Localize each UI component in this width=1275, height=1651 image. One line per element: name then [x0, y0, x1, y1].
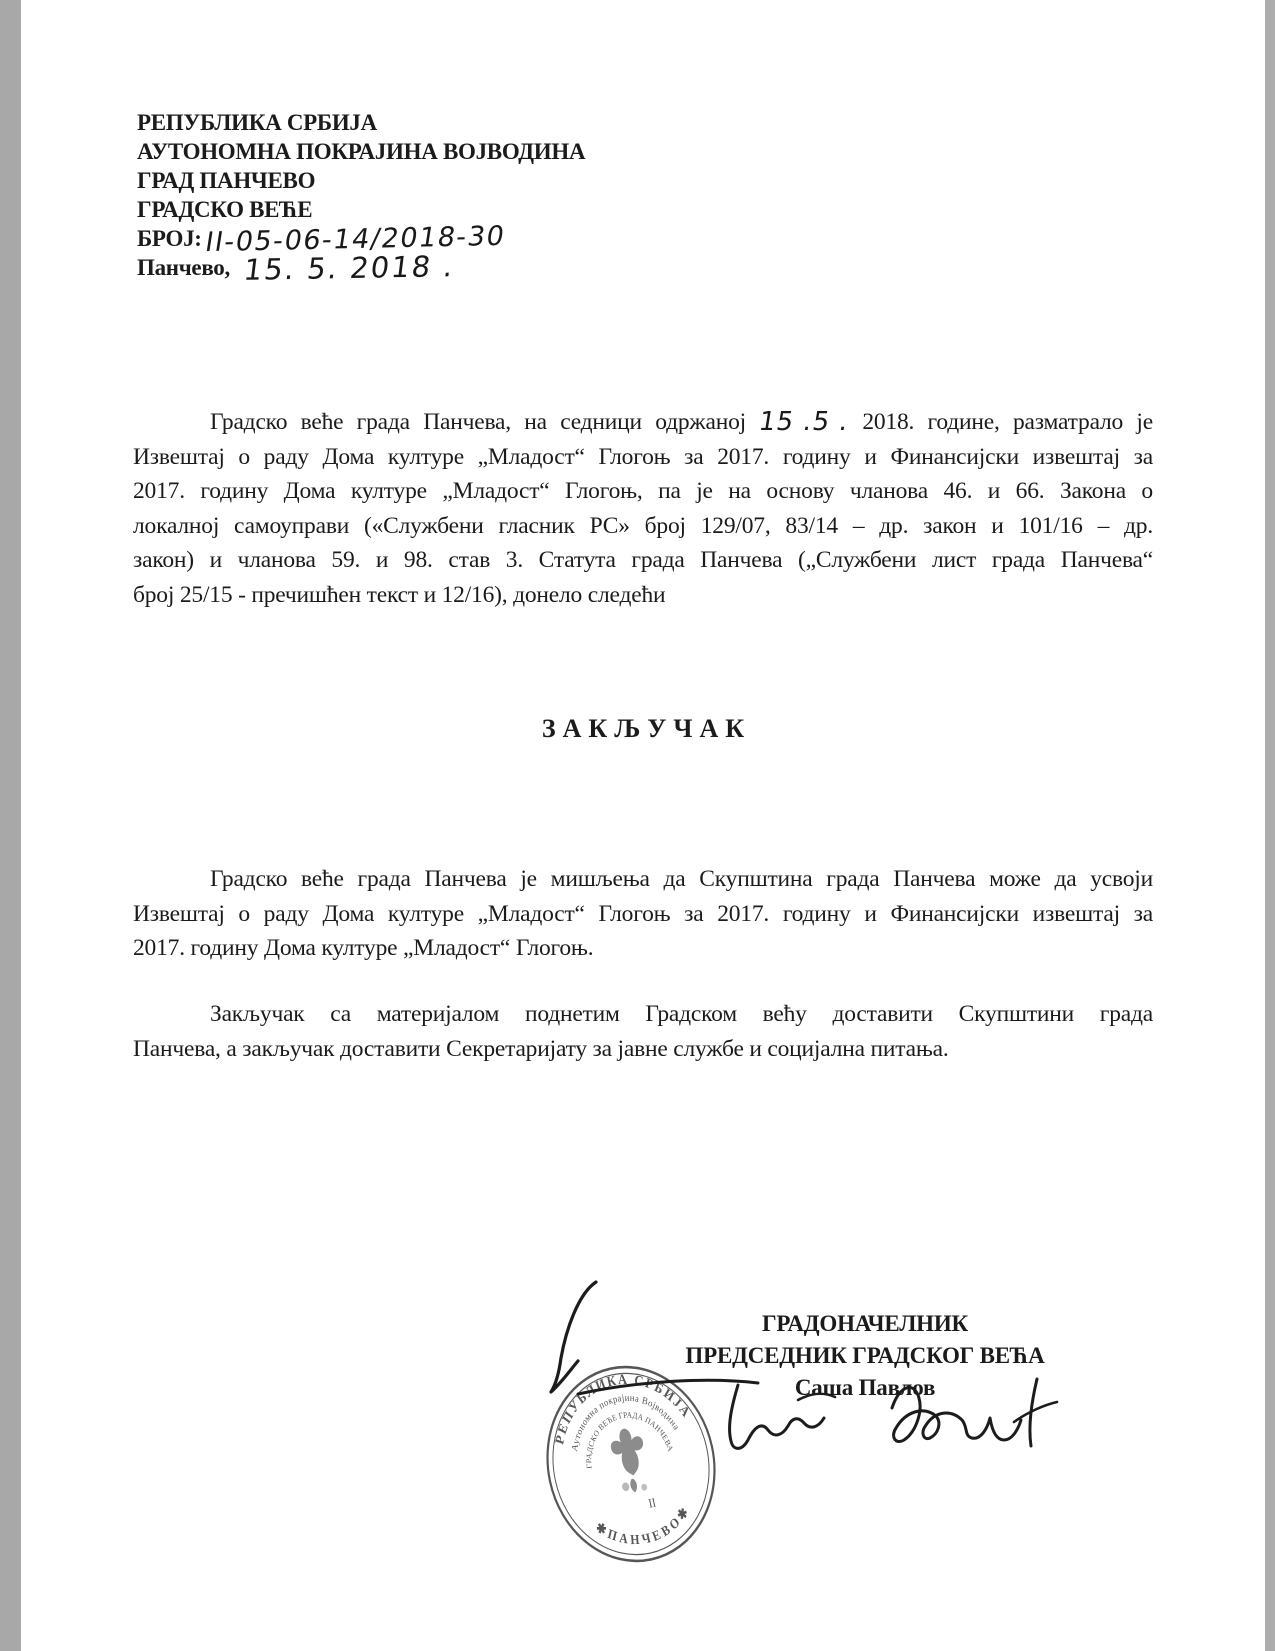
signatory-name: Саша Павлов: [794, 1375, 936, 1400]
scan-edge-right: [1265, 0, 1275, 1651]
letterhead-number-line: [137, 220, 585, 259]
signature-stroke: [1014, 1402, 1057, 1422]
letterhead-council: ГРАДСКО ВЕЋЕ: [137, 197, 313, 222]
date-handwritten: 15. 5. 2018 .: [241, 249, 457, 287]
letterhead-province: АУТОНОМНА ПОКРАЈИНА ВОЈВОДИНА: [137, 139, 586, 164]
paragraph-line: број 25/15 - пречишћен текст и 12/16), донело следећи: [133, 581, 666, 608]
number-label: БРОЈ:: [137, 226, 202, 251]
session-date-handwritten: 15 .5 .: [756, 407, 852, 437]
place-label: Панчево,: [137, 255, 230, 280]
scan-edge-left: [0, 0, 21, 1651]
paragraph-line: [133, 405, 1153, 440]
signature-stroke: [892, 1387, 1021, 1441]
stamp-and-signature-layer: [500, 1240, 1120, 1651]
paragraph-intro: [133, 405, 1153, 612]
signatory-title-mayor: ГРАДОНАЧЕЛНИК: [762, 1311, 968, 1336]
paragraph-line: Градско веће града Панчева је мишљења да Скупштина града Панчева може да усвоји: [210, 866, 1153, 892]
paragraph-line: Извештај о раду Дома културе „Младост“ Глогоњ за 2017. годину и Финансијски извештај за: [133, 443, 1153, 470]
document-title: ЗАКЉУЧАК: [541, 714, 752, 743]
stamp-middle-ring-text: Аутономна покрајина Војводина: [570, 1393, 681, 1453]
paragraph-line: Извештај о раду Дома културе „Младост“ Глогоњ за 2017. годину и Финансијски извештај за: [133, 900, 1153, 927]
paragraph-line: 2017. годину Дома културе „Младост“ Глогоњ.: [133, 935, 594, 961]
paragraph-line: Панчева, а закључак доставити Секретаријату за јавне службе и социјална питања.: [133, 1035, 949, 1062]
signature-stroke: [798, 1394, 835, 1400]
letterhead-republic: РЕПУБЛИКА СРБИЈА: [137, 110, 377, 135]
stamp-outer-ring-text: РЕПУБЛИКА СРБИЈА: [552, 1370, 694, 1447]
stamp-coat-of-arms: [608, 1425, 653, 1495]
paragraph-opinion: [133, 862, 1153, 966]
paragraph-line: Закључак са материјалом поднетим Градском већу доставити Скупштини града: [210, 1001, 1153, 1027]
case-number-handwritten: II-05-06-14/2018-30: [202, 220, 508, 259]
letterhead: [137, 108, 586, 287]
stamp-inner-ring-text: ГРАДСКО ВЕЋЕ ГРАДА ПАНЧЕВА: [584, 1410, 675, 1469]
p1-text-after-date: 2018. године, разматрало је: [862, 409, 1153, 435]
stamp-number: II: [647, 1494, 658, 1511]
paragraph-line: 2017. годину Дома културе „Младост“ Глогоњ, па је на основу чланова 46. и 66. Закона о: [133, 478, 1153, 504]
signature-ink: [551, 1282, 1057, 1448]
p1-text-before-date: Градско веће града Панчева, на седници одржаној: [210, 409, 746, 435]
stamp-bottom-text: ✱ПАНЧЕВО✱: [593, 1502, 693, 1548]
paragraph-delivery: [133, 997, 1153, 1066]
signatory-title-president: ПРЕДСЕДНИК ГРАДСКОГ ВЕЋА: [685, 1343, 1045, 1368]
paragraph-line: закон) и чланова 59. и 98. став 3. Статута града Панчева („Службени лист града Панчева“: [133, 547, 1153, 573]
signature-flourish-stroke: [551, 1282, 596, 1392]
letterhead-city: ГРАД ПАНЧЕВО: [137, 168, 316, 193]
paragraph-line: локалној самоуправи («Службени гласник РС» број 129/07, 83/14 – др. закон и 101/16 – др.: [133, 512, 1153, 539]
